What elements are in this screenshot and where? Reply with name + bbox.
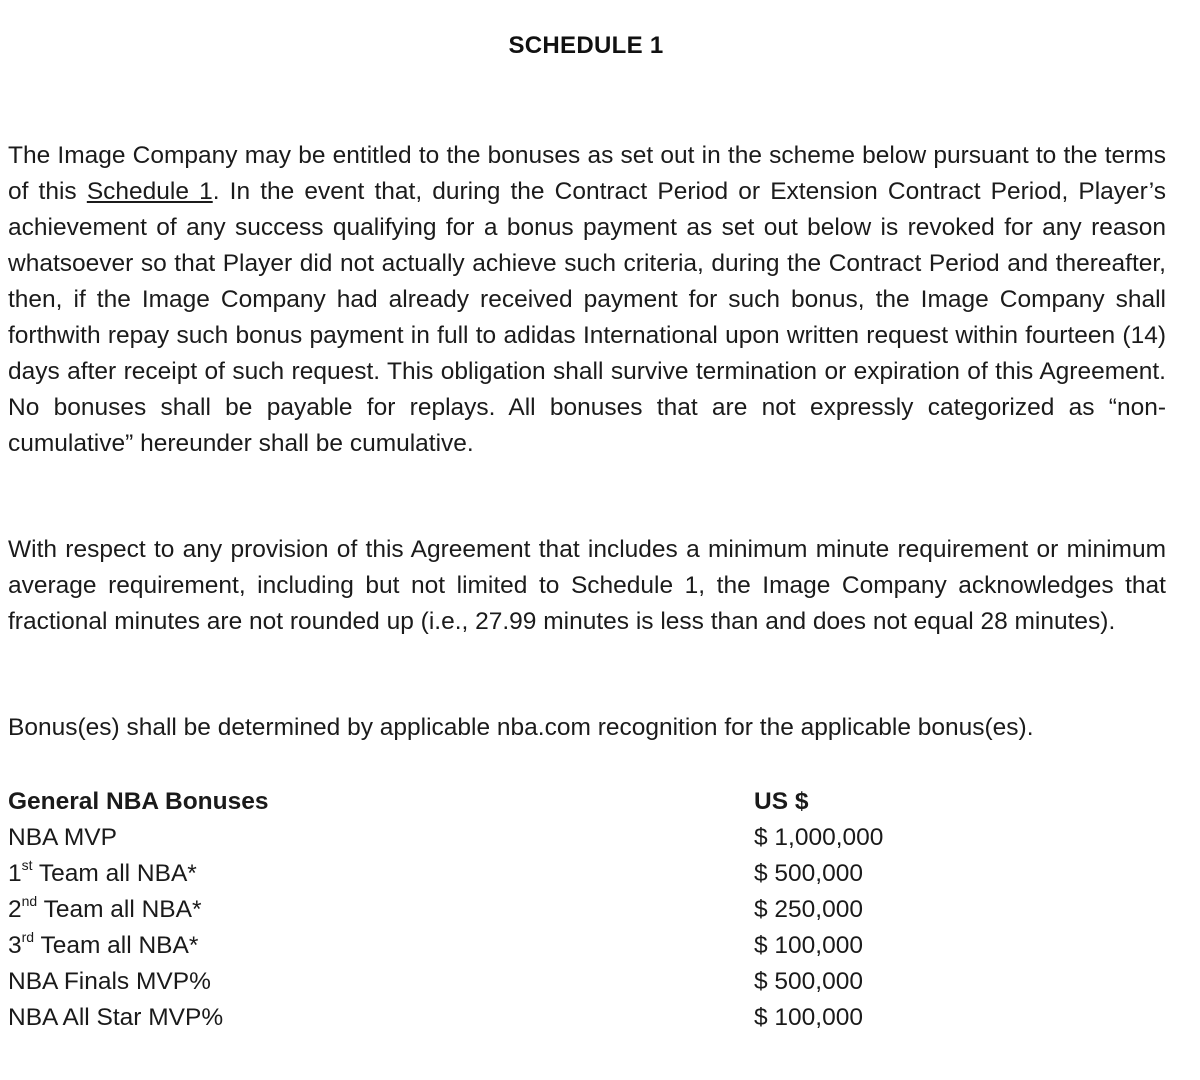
- bonus-name: Team all NBA*: [37, 896, 202, 923]
- bonus-amount: $ 100,000: [754, 1004, 863, 1031]
- paragraph-minute-requirement: With respect to any provision of this Agreement that includes a minimum minute requirement or minimum average requirement, including but not limited to Schedule 1, the Image Company acknowledges that fractional minutes are not rounded up (i.e., 27.99 minutes is less than and does not equal 28 minutes).: [8, 536, 1166, 635]
- bonus-name: NBA Finals MVP%: [8, 968, 211, 995]
- schedule-reference-link[interactable]: Schedule 1: [86, 178, 213, 205]
- bonus-ordinal: 2: [8, 896, 22, 923]
- bonus-ordinal-suffix: rd: [21, 928, 35, 945]
- paragraph-bonus-repayment: [8, 138, 1166, 462]
- bonus-table: [8, 784, 1008, 1036]
- bonus-row: [8, 964, 1008, 1000]
- bonus-name: NBA All Star MVP%: [8, 1004, 224, 1031]
- bonus-amount: $ 100,000: [754, 932, 863, 959]
- bonus-name: Team all NBA*: [34, 932, 199, 959]
- bonus-label: [8, 892, 754, 928]
- bonus-amount: $ 1,000,000: [754, 824, 884, 851]
- bonus-ordinal: 1: [8, 860, 22, 887]
- paragraph-nba-recognition: Bonus(es) shall be determined by applicable nba.com recognition for the applicable bonus(es).: [8, 714, 1034, 741]
- bonus-label: [8, 856, 754, 892]
- bonus-row: [8, 820, 1008, 856]
- bonus-table-header: [8, 784, 1008, 820]
- bonus-ordinal: 3: [8, 932, 22, 959]
- bonus-amount: $ 250,000: [754, 896, 863, 923]
- bonus-row: [8, 928, 1008, 964]
- bonus-amount: $ 500,000: [754, 860, 863, 887]
- bonus-ordinal-suffix: nd: [21, 892, 38, 909]
- bonus-label: [8, 1000, 754, 1036]
- bonus-ordinal-suffix: st: [21, 856, 33, 873]
- paragraph-text: . In the event that, during the Contract Period or Extension Contract Period, Player’s achievement of any success qualifying for a bonus payment as set out below is revoked for any reason whatsoever so that Player did not actually achieve such criteria, during the Contract Period and thereafter, then, if the Image Company had already received payment for such bonus, the Image Company shall forthwith repay such bonus payment in full to adidas International upon written request within fourteen (14) days after receipt of such request. This obligation shall survive termination or expiration of this Agreement. No bonuses shall be payable for replays. All bonuses that are not expressly categorized as “non-cumulative” hereunder shall be cumulative.: [8, 178, 1166, 457]
- paragraph-text: The Image Company may be entitled to the bonuses as set out in the scheme below pursuant to the terms of this: [8, 142, 1166, 205]
- bonus-name: Team all NBA*: [32, 860, 197, 887]
- bonus-header-label: General NBA Bonuses: [8, 788, 269, 815]
- bonus-row: [8, 892, 1008, 928]
- bonus-label: [8, 928, 754, 964]
- bonus-label: [8, 820, 754, 856]
- bonus-row: [8, 1000, 1008, 1036]
- bonus-name: NBA MVP: [8, 824, 117, 851]
- page-title: SCHEDULE 1: [508, 32, 664, 59]
- bonus-amount: $ 500,000: [754, 968, 863, 995]
- bonus-header-amount: US $: [754, 788, 809, 815]
- bonus-label: [8, 964, 754, 1000]
- bonus-row: [8, 856, 1008, 892]
